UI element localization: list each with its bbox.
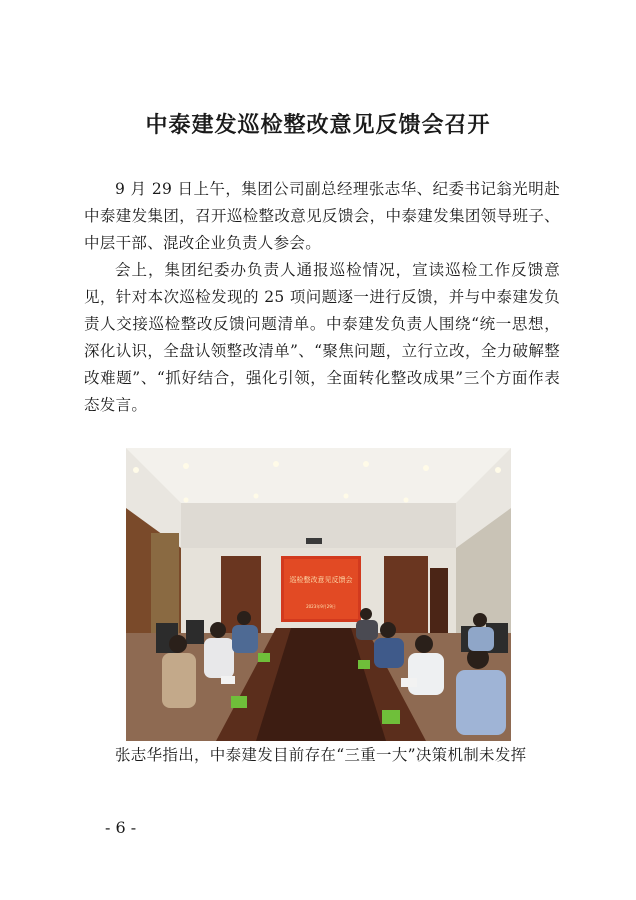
screen-date: 2023年9月29日 <box>306 604 336 609</box>
paragraph-1: 9 月 29 日上午，集团公司副总经理张志华、纪委书记翁光明赴中泰建发集团，召开巡检整改意见反馈会，中泰建发集团领导班子、中层干部、混改企业负责人参会。 <box>84 180 560 252</box>
page-number: - 6 - <box>105 818 137 837</box>
screen-title: 巡检整改意见反馈会 <box>289 576 353 584</box>
document-title: 中泰建发巡检整改意见反馈会召开 <box>145 113 491 138</box>
paragraph-2: 会上，集团纪委办负责人通报巡检情况，宣读巡检工作反馈意见，针对本次巡检发现的 25 项问题逐一进行反馈，并与中泰建发负责人交接巡检整改反馈问题清单。中泰建发负责人围绕“统一思想，深化认识，全盘认领整改清单”、“聚焦问题，立行立改，全力破解整改难题”、“抓好结合，强化引领，全面转化整改成果”三个方面作表态发言。 <box>84 261 560 414</box>
meeting-photo <box>126 448 511 741</box>
caption-paragraph: 张志华指出，中泰建发目前存在“三重一大”决策机制未发挥 <box>115 746 527 764</box>
